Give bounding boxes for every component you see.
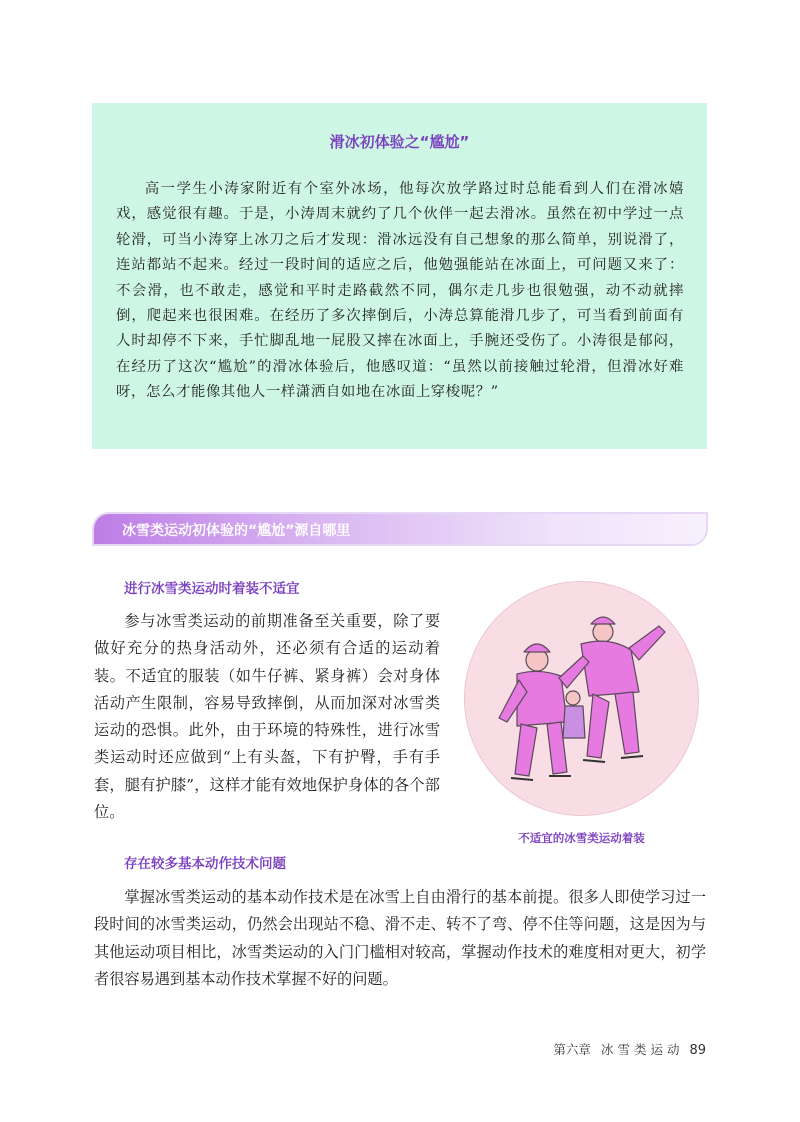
- skating-illustration: [463, 580, 700, 817]
- footer-chapter-title: 冰雪类运动: [600, 1042, 684, 1057]
- page-number: 89: [689, 1043, 706, 1058]
- story-box: [92, 103, 707, 449]
- clothing-paragraph: 参与冰雪类运动的前期准备至关重要，除了要做好充分的热身活动外，还必须有合适的运动着装。不适宜的服装（如牛仔裤、紧身裤）会对身体活动产生限制，容易导致摔倒，从而加深对冰雪类运动的恐惧。此外，由于环境的特殊性，进行冰雪类运动时还应做到“上有头盔，下有护臀，手有手套，腿有护膝”，这样才能有效地保护身体的各个部位。: [94, 612, 440, 822]
- story-body: 高一学生小涛家附近有个室外冰场，他每次放学路过时总能看到人们在滑冰嬉戏，感觉很有趣。于是，小涛周末就约了几个伙伴一起去滑冰。虽然在初中学过一点轮滑，可当小涛穿上冰刀之后才发现：滑冰远没有自己想象的那么简单，别说滑了，连站都站不起来。经过一段时间的适应之后，他勉强能站在冰面上，可问题又来了：不会滑，也不敢走，感觉和平时走路截然不同，偶尔走几步也很勉强，动不动就摔倒，爬起来也很困难。在经历了多次摔倒后，小涛总算能滑几步了，可当看到前面有人时却停不下来，手忙脚乱地一屁股又摔在冰面上，手腕还受伤了。小涛很是郁闷，在经历了这次“尴尬”的滑冰体验后，他感叹道：“虽然以前接触过轮滑，但滑冰好难呀，怎么才能像其他人一样潇洒自如地在冰面上穿梭呢？”: [116, 181, 684, 401]
- section-heading: 冰雪类运动初体验的“尴尬”源自哪里: [122, 523, 351, 539]
- subheading-clothing: 进行冰雪类运动时着装不适宜: [124, 581, 300, 597]
- page-footer: [553, 1040, 706, 1058]
- footer-chapter: 第六章: [553, 1042, 591, 1057]
- figure-caption: 不适宜的冰雪类运动着装: [518, 831, 645, 845]
- subheading-technique: 存在较多基本动作技术问题: [124, 856, 286, 872]
- technique-paragraph: 掌握冰雪类运动的基本动作技术是在冰雪上自由滑行的基本前提。很多人即使学习过一段时间的冰雪类运动，仍然会出现站不稳、滑不走、转不了弯、停不住等问题，这是因为与其他运动项目相比，冰雪类运动的入门门槛相对较高，掌握动作技术的难度相对更大，初学者很容易遇到基本动作技术掌握不好的问题。: [94, 888, 706, 988]
- story-title: 滑冰初体验之“尴尬”: [329, 133, 470, 151]
- section-heading-bar: [94, 514, 706, 544]
- illustration-background-circle: [465, 582, 699, 816]
